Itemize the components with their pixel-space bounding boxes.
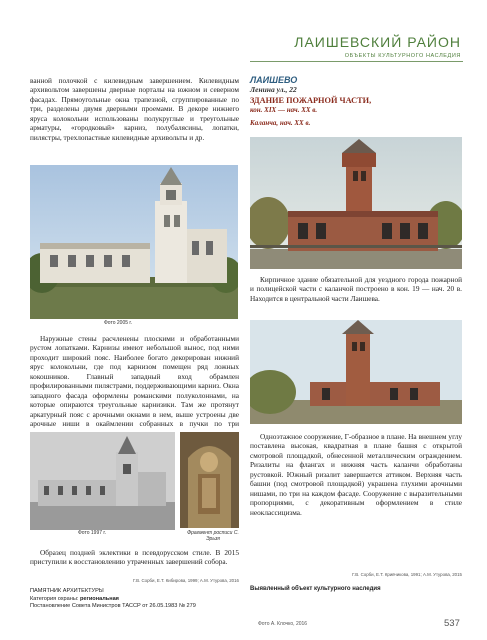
- object-subtitle: Каланча, нач. XX в.: [250, 118, 311, 127]
- photo-caption: Фото 1997 г.: [78, 530, 106, 536]
- photo-caption: Фото 2005 г.: [104, 320, 132, 326]
- category-value: региональная: [80, 595, 119, 602]
- address: Ленина ул., 22: [250, 85, 297, 94]
- category-label: Категория охраны:: [30, 595, 79, 602]
- paragraph: Наружные стены расчленены плоскими и обработанными рустом лопатками. Карнизы имеют небольшой вынос, под ними проходит широкий пояс. Наиболее богато декорирован нижний ярус колокольни, где под карнизом помещен ряд ложных кокошников. Главный западный вход обрамлен профилированными пилястрами, поддерживающими карниз. Окна западного фасада оформлены романскими полуколоннами, на которые опираются треугольные карнизики. Там же протянут аркатурный пояс с арочными окнами в нем, выше устроены две арочные ниши в окаймлении собранных в пучки по три: [30, 334, 239, 429]
- category-line: [30, 596, 245, 604]
- object-header: [250, 75, 462, 127]
- paragraph: ванной полочкой с килевидным завершением. Килевидным архивольтом завершены дверные порталы на южном и северном фасадах. Прямоугольные окна трапезной, сгруппированные по три, разделены двумя дверными проемами. В декоре нижнего яруса колокольни использованы полукруглые и треугольные арматуры, «городковый» карниз, полубалясины, лопатки, пилястры, трехлопастные килевидные архивольты и др.: [30, 76, 239, 142]
- author-credit: Г.В. Сорби, Е.Т. Кривчикова, 1991; А.М. Утурова, 2015: [352, 572, 462, 577]
- section-title: ЛАИШЕВСКИЙ РАЙОН: [294, 34, 461, 50]
- right-text-block-2: [250, 432, 462, 517]
- cathedral-photo: [30, 165, 238, 319]
- section-subtitle: ОБЪЕКТЫ КУЛЬТУРНОГО НАСЛЕДИЯ: [344, 53, 461, 59]
- historic-photo: [30, 432, 175, 530]
- left-text-block-3: [30, 548, 239, 567]
- heritage-status: Выявленный объект культурного наследия: [250, 586, 381, 592]
- fire-station-photo: [250, 137, 462, 269]
- monument-type: ПАМЯТНИК АРХИТЕКТУРЫ: [30, 588, 104, 594]
- page-number: 537: [444, 618, 460, 629]
- paragraph: Кирпичное здание обязательной для уездного города пожарной и полицейской части с каланчой построено в кон. 19 — нач. 20 в. Находится в центральной части Лаишева.: [250, 275, 462, 303]
- protection-info: [30, 588, 245, 611]
- object-title: ЗДАНИЕ ПОЖАРНОЙ ЧАСТИ,: [250, 96, 372, 105]
- tower-closeup-photo: [250, 320, 462, 424]
- left-text-block-1: [30, 76, 239, 142]
- fresco-photo: [180, 432, 239, 528]
- photo-credit: Фото А. Клочко, 2016: [258, 621, 308, 627]
- resolution: Постановление Совета Министров ТАССР от 26.05.1983 № 279: [30, 603, 196, 609]
- author-credit: Г.В. Сорби, Е.Т. Кибирова, 1999; А.М. Утурова, 2016: [133, 578, 239, 583]
- paragraph: Образец поздней эклектики в псевдорусском стиле. В 2015 приступили к восстановлению утраченных завершений собора.: [30, 548, 239, 567]
- photo-caption: Фрагмент росписи С. Эрьзя: [187, 530, 239, 542]
- paragraph: Одноэтажное сооружение, Г-образное в плане. На внешнем углу поставлена высокая, квадратная в плане башня с открытой смотровой площадкой, обнесенной металлическим ограждением. Ризалиты на флангах и нижняя часть каланчи обработаны рустовкой. Южный ризалит завершается аттиком. Верхняя часть башни (под смотровой площадкой) украшена глухими арочными нишами, по три на каждом фасаде. Сооружение с выразительными пропорциями, с декоративным оформлением в стиле неоклассицизма.: [250, 432, 462, 517]
- left-text-block-2: [30, 334, 239, 438]
- object-date: кон. XIX — нач. XX в.: [250, 105, 318, 114]
- header-divider: [250, 61, 463, 62]
- right-text-block-1: [250, 275, 462, 303]
- place-name: ЛАИШЕВО: [250, 75, 298, 85]
